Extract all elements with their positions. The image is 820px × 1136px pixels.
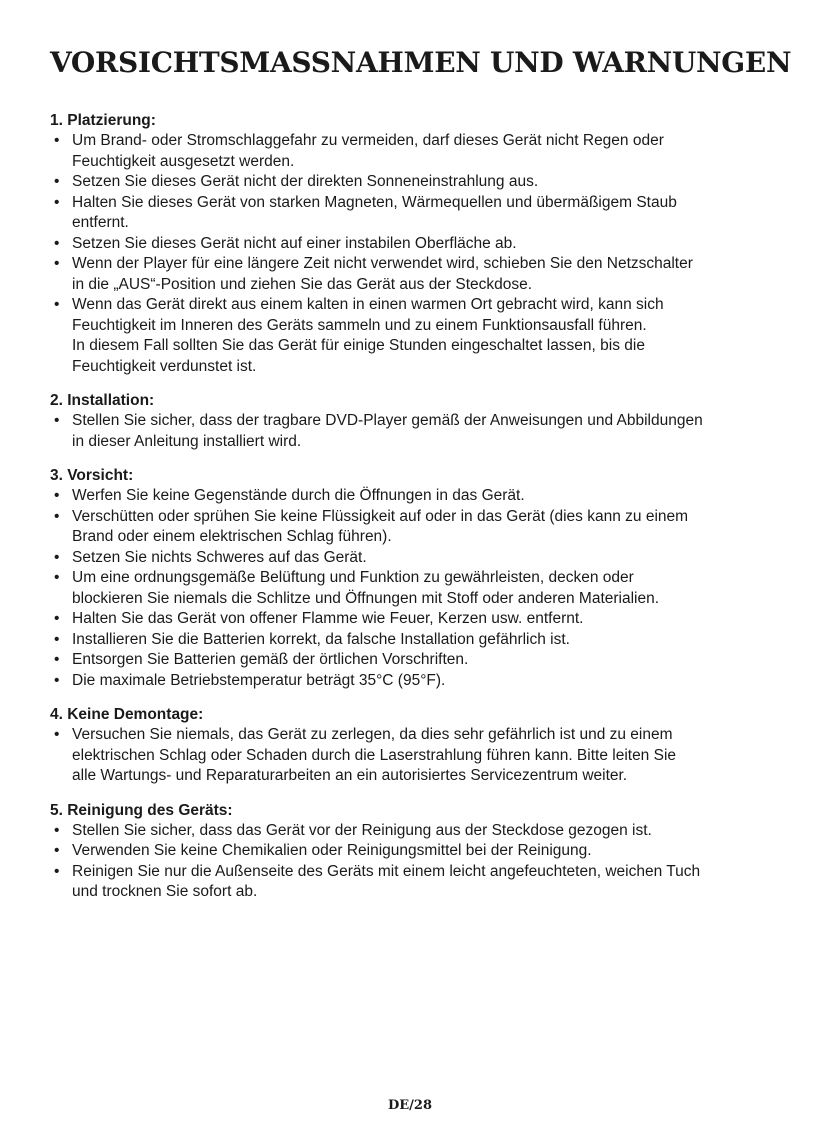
page-number: DE/28: [387, 1098, 433, 1113]
warnings-content: [50, 111, 775, 917]
list-item: [50, 507, 775, 548]
list-item: [50, 821, 775, 842]
list-item-text: Reinigen Sie nur die Außenseite des Geräts mit einem leicht angefeuchteten, weichen Tuch: [72, 862, 701, 880]
bullet-icon: •: [54, 651, 60, 668]
list-item-text: Brand oder einem elektrischen Schlag führen).: [72, 528, 392, 545]
section-heading: 4. Keine Demontage:: [50, 706, 204, 723]
list-item-text: Um Brand- oder Stromschlaggefahr zu vermeiden, darf dieses Gerät nicht Regen oder: [72, 132, 664, 149]
list-item-text: und trocknen Sie sofort ab.: [72, 883, 258, 900]
list-item-text: Versuchen Sie niemals, das Gerät zu zerlegen, da dies sehr gefährlich ist und zu einem: [72, 726, 673, 743]
list-item-text: Feuchtigkeit verdunstet ist.: [72, 357, 257, 375]
list-item-text: entfernt.: [72, 214, 129, 231]
bullet-list: [50, 131, 775, 377]
page-title: VORSICHTSMASSNAHMEN UND WARNUNGEN: [50, 46, 792, 79]
list-item-text: blockieren Sie niemals die Schlitze und Öffnungen mit Stoff oder anderen Materialien.: [72, 589, 660, 607]
list-item-text: Werfen Sie keine Gegenstände durch die Öffnungen in das Gerät.: [72, 487, 525, 504]
list-item-text: in die „AUS“-Position und ziehen Sie das Gerät aus der Steckdose.: [72, 275, 533, 293]
list-item-text: Stellen Sie sicher, dass das Gerät vor der Reinigung aus der Steckdose gezogen ist.: [72, 821, 652, 839]
bullet-list: [50, 821, 775, 903]
list-item: [50, 234, 775, 255]
bullet-icon: •: [54, 296, 60, 313]
bullet-icon: •: [54, 671, 60, 689]
list-item: [50, 131, 775, 172]
list-item-text: Wenn das Gerät direkt aus einem kalten in einen warmen Ort gebracht wird, kann sich: [72, 296, 664, 313]
section-4: [50, 705, 775, 787]
section-heading: 2. Installation:: [50, 392, 155, 409]
list-item-text: Halten Sie das Gerät von offener Flamme wie Feuer, Kerzen usw. entfernt.: [72, 610, 584, 627]
list-item: [50, 841, 775, 862]
bullet-icon: •: [54, 842, 60, 859]
list-item-text: Setzen Sie dieses Gerät nicht auf einer instabilen Oberfläche ab.: [72, 234, 517, 252]
list-item: [50, 295, 775, 377]
section-heading: 1. Platzierung:: [50, 112, 156, 129]
list-item-text: Die maximale Betriebstemperatur beträgt 35°C (95°F).: [72, 671, 446, 689]
list-item-text: In diesem Fall sollten Sie das Gerät für einige Stunden eingeschaltet lassen, bis die: [72, 337, 645, 354]
list-item-text: Entsorgen Sie Batterien gemäß der örtlichen Vorschriften.: [72, 651, 469, 668]
list-item-text: Setzen Sie dieses Gerät nicht der direkten Sonneneinstrahlung aus.: [72, 173, 539, 190]
bullet-icon: •: [54, 610, 60, 627]
list-item: [50, 172, 775, 193]
bullet-icon: •: [54, 569, 60, 586]
section-3: [50, 466, 775, 691]
list-item-text: alle Wartungs- und Reparaturarbeiten an ein autorisiertes Servicezentrum weiter.: [72, 767, 628, 784]
bullet-list: [50, 486, 775, 691]
bullet-icon: •: [54, 630, 60, 648]
list-item-text: Verwenden Sie keine Chemikalien oder Reinigungsmittel bei der Reinigung.: [72, 842, 592, 859]
list-item: [50, 411, 775, 452]
section-heading: 3. Vorsicht:: [50, 467, 134, 484]
bullet-icon: •: [54, 173, 60, 190]
bullet-icon: •: [54, 487, 60, 504]
list-item-text: elektrischen Schlag oder Schaden durch die Laserstrahlung führen kann. Bitte leiten Sie: [72, 746, 677, 764]
list-item: [50, 193, 775, 234]
bullet-icon: •: [54, 193, 60, 211]
list-item: [50, 671, 775, 692]
list-item: [50, 609, 775, 630]
list-item-text: in dieser Anleitung installiert wird.: [72, 432, 302, 450]
bullet-icon: •: [54, 821, 60, 839]
list-item-text: Halten Sie dieses Gerät von starken Magneten, Wärmequellen und übermäßigem Staub: [72, 193, 677, 211]
list-item: [50, 630, 775, 651]
bullet-list: [50, 411, 775, 452]
list-item-text: Feuchtigkeit im Inneren des Geräts sammeln und zu einem Funktionsausfall führen.: [72, 316, 647, 334]
bullet-list: [50, 725, 775, 787]
bullet-icon: •: [54, 132, 60, 149]
section-heading: 5. Reinigung des Geräts:: [50, 801, 233, 819]
list-item-text: Installieren Sie die Batterien korrekt, da falsche Installation gefährlich ist.: [72, 630, 570, 648]
list-item-text: Stellen Sie sicher, dass der tragbare DVD-Player gemäß der Anweisungen und Abbildungen: [72, 412, 703, 429]
list-item-text: Verschütten oder sprühen Sie keine Flüssigkeit auf oder in das Gerät (dies kann zu einem: [72, 507, 689, 525]
bullet-icon: •: [54, 255, 60, 272]
list-item: [50, 650, 775, 671]
bullet-icon: •: [54, 412, 60, 429]
bullet-icon: •: [54, 726, 60, 743]
list-item-text: Setzen Sie nichts Schweres auf das Gerät.: [72, 548, 367, 566]
section-1: [50, 111, 775, 377]
list-item-text: Um eine ordnungsgemäße Belüftung und Funktion zu gewährleisten, decken oder: [72, 569, 634, 586]
list-item: [50, 568, 775, 609]
list-item: [50, 725, 775, 787]
bullet-icon: •: [54, 234, 60, 252]
list-item: [50, 254, 775, 295]
bullet-icon: •: [54, 548, 60, 566]
list-item: [50, 862, 775, 903]
list-item-text: Feuchtigkeit ausgesetzt werden.: [72, 152, 295, 170]
bullet-icon: •: [54, 507, 60, 525]
list-item-text: Wenn der Player für eine längere Zeit nicht verwendet wird, schieben Sie den Netzschalter: [72, 255, 693, 272]
bullet-icon: •: [54, 862, 60, 880]
list-item: [50, 486, 775, 507]
section-5: [50, 801, 775, 903]
list-item: [50, 548, 775, 569]
section-2: [50, 391, 775, 452]
